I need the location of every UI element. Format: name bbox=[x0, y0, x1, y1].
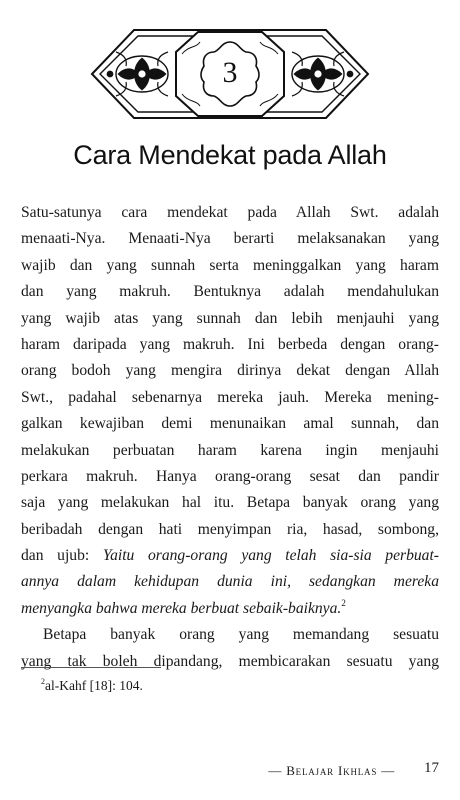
quran-quote: menyangka bahwa mereka berbuat sebaik-baiknya. bbox=[21, 599, 342, 617]
footnote-marker: 2 bbox=[41, 677, 45, 686]
text-normal: dan ujub: bbox=[21, 547, 103, 565]
text-line bbox=[21, 596, 439, 622]
running-header: — Belajar Ikhlas — bbox=[268, 763, 395, 778]
chapter-number: 3 bbox=[222, 56, 238, 89]
text-line: Satu-satunya cara mendekat pada Allah Swt. adalah bbox=[21, 204, 439, 221]
text-line bbox=[21, 543, 439, 569]
footnote-reference[interactable]: 2 bbox=[341, 597, 346, 608]
text-line: haram daripada yang makruh. Ini berbeda dengan orang- bbox=[21, 335, 439, 353]
text-line: dan yang makruh. Bentuknya adalah mendahulukan bbox=[21, 283, 439, 301]
text-line: yang wajib atas yang sunnah dan lebih menjauhi yang bbox=[21, 309, 439, 327]
text-line: Betapa banyak orang yang memandang sesuatu bbox=[43, 626, 439, 644]
footnote-divider bbox=[21, 667, 161, 668]
quran-quote: Yaitu orang-orang yang telah sia-sia perbuat- bbox=[102, 547, 439, 565]
footnote-text: al-Kahf [18]: 104. bbox=[45, 678, 143, 693]
text-line: perkara makruh. Hanya orang-orang sesat dan pandir bbox=[21, 467, 439, 485]
text-line: galkan kewajiban demi menunaikan amal sunnah, dan bbox=[21, 415, 439, 433]
text-line: beribadah dengan hati menyimpan ria, hasad, sombong, bbox=[21, 520, 439, 538]
body-text bbox=[21, 200, 439, 675]
chapter-title: Cara Mendekat pada Allah bbox=[73, 140, 387, 170]
text-line: yang tak boleh dipandang, membicarakan sesuatu yang bbox=[21, 652, 439, 670]
text-line bbox=[21, 569, 439, 595]
quran-quote: annya dalam kehidupan dunia ini, sedangkan mereka bbox=[21, 573, 439, 591]
page-number: 17 bbox=[424, 760, 439, 776]
footnote bbox=[41, 678, 143, 694]
text-line: wajib dan yang sunnah serta meninggalkan yang haram bbox=[21, 256, 439, 274]
text-line: melakukan perbuatan haram karena ingin menjauhi bbox=[21, 441, 439, 459]
text-line: saja yang melakukan hal itu. Betapa banyak orang yang bbox=[21, 494, 439, 512]
text-line: Swt., padahal sebenarnya mereka jauh. Mereka mening- bbox=[21, 388, 439, 406]
text-line: menaati-Nya. Menaati-Nya berarti melaksanakan yang bbox=[21, 230, 439, 248]
text-line: orang bodoh yang mengira dirinya dekat dengan Allah bbox=[21, 362, 439, 380]
